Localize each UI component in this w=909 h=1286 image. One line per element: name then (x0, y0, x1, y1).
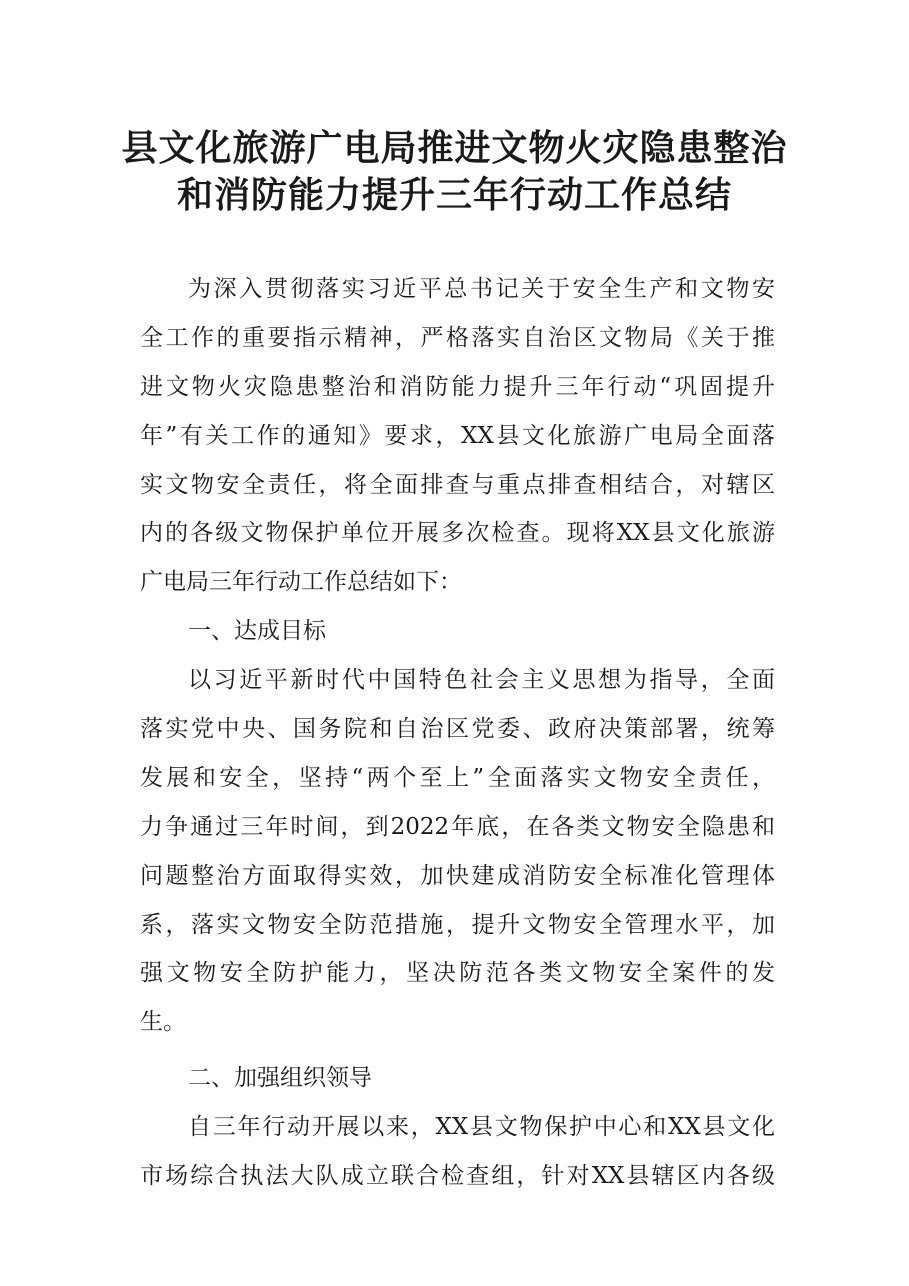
paragraph-line: 系，落实文物安全防范措施，提升文物安全管理水平，加 (140, 911, 775, 938)
paragraph-line: 发展和安全，坚持“两个至上”全面落实文物安全责任， (140, 764, 775, 791)
paragraph-line: 生。 (140, 1009, 186, 1036)
paragraph-line: 进文物火灾隐患整治和消防能力提升三年行动“巩固提升 (140, 373, 775, 400)
paragraph-line: 年”有关工作的通知》要求，XX县文化旅游广电局全面落 (140, 422, 775, 449)
document-body (140, 265, 775, 1201)
paragraph-line: 内的各级文物保护单位开展多次检查。现将XX县文化旅游 (140, 520, 775, 547)
paragraph-line: 问题整治方面取得实效，加快建成消防安全标准化管理体 (140, 862, 775, 889)
paragraph-line: 落实党中央、国务院和自治区党委、政府决策部署，统筹 (140, 716, 775, 743)
paragraph-line: 实文物安全责任，将全面排查与重点排查相结合，对辖区 (140, 471, 775, 498)
paragraph-line: 市场综合执法大队成立联合检查组，针对XX县辖区内各级 (140, 1163, 775, 1190)
section-heading: 二、加强组织领导 (188, 1065, 372, 1092)
paragraph-line: 强文物安全防护能力，坚决防范各类文物安全案件的发 (140, 960, 775, 987)
document-title-line-2: 和消防能力提升三年行动工作总结 (176, 174, 732, 216)
paragraph-line: 为深入贯彻落实习近平总书记关于安全生产和文物安 (188, 276, 775, 302)
document-title-line-1: 县文化旅游广电局推进文物火灾隐患整治 (121, 127, 788, 169)
paragraph-line: 全工作的重要指示精神，严格落实自治区文物局《关于推 (140, 324, 775, 351)
section-heading: 一、达成目标 (188, 618, 326, 645)
paragraph-line: 力争通过三年时间，到2022年底，在各类文物安全隐患和 (140, 813, 775, 840)
paragraph-line: 自三年行动开展以来，XX县文物保护中心和XX县文化 (188, 1114, 775, 1141)
paragraph-line: 广电局三年行动工作总结如下： (140, 569, 462, 596)
paragraph-line: 以习近平新时代中国特色社会主义思想为指导，全面 (188, 667, 775, 694)
